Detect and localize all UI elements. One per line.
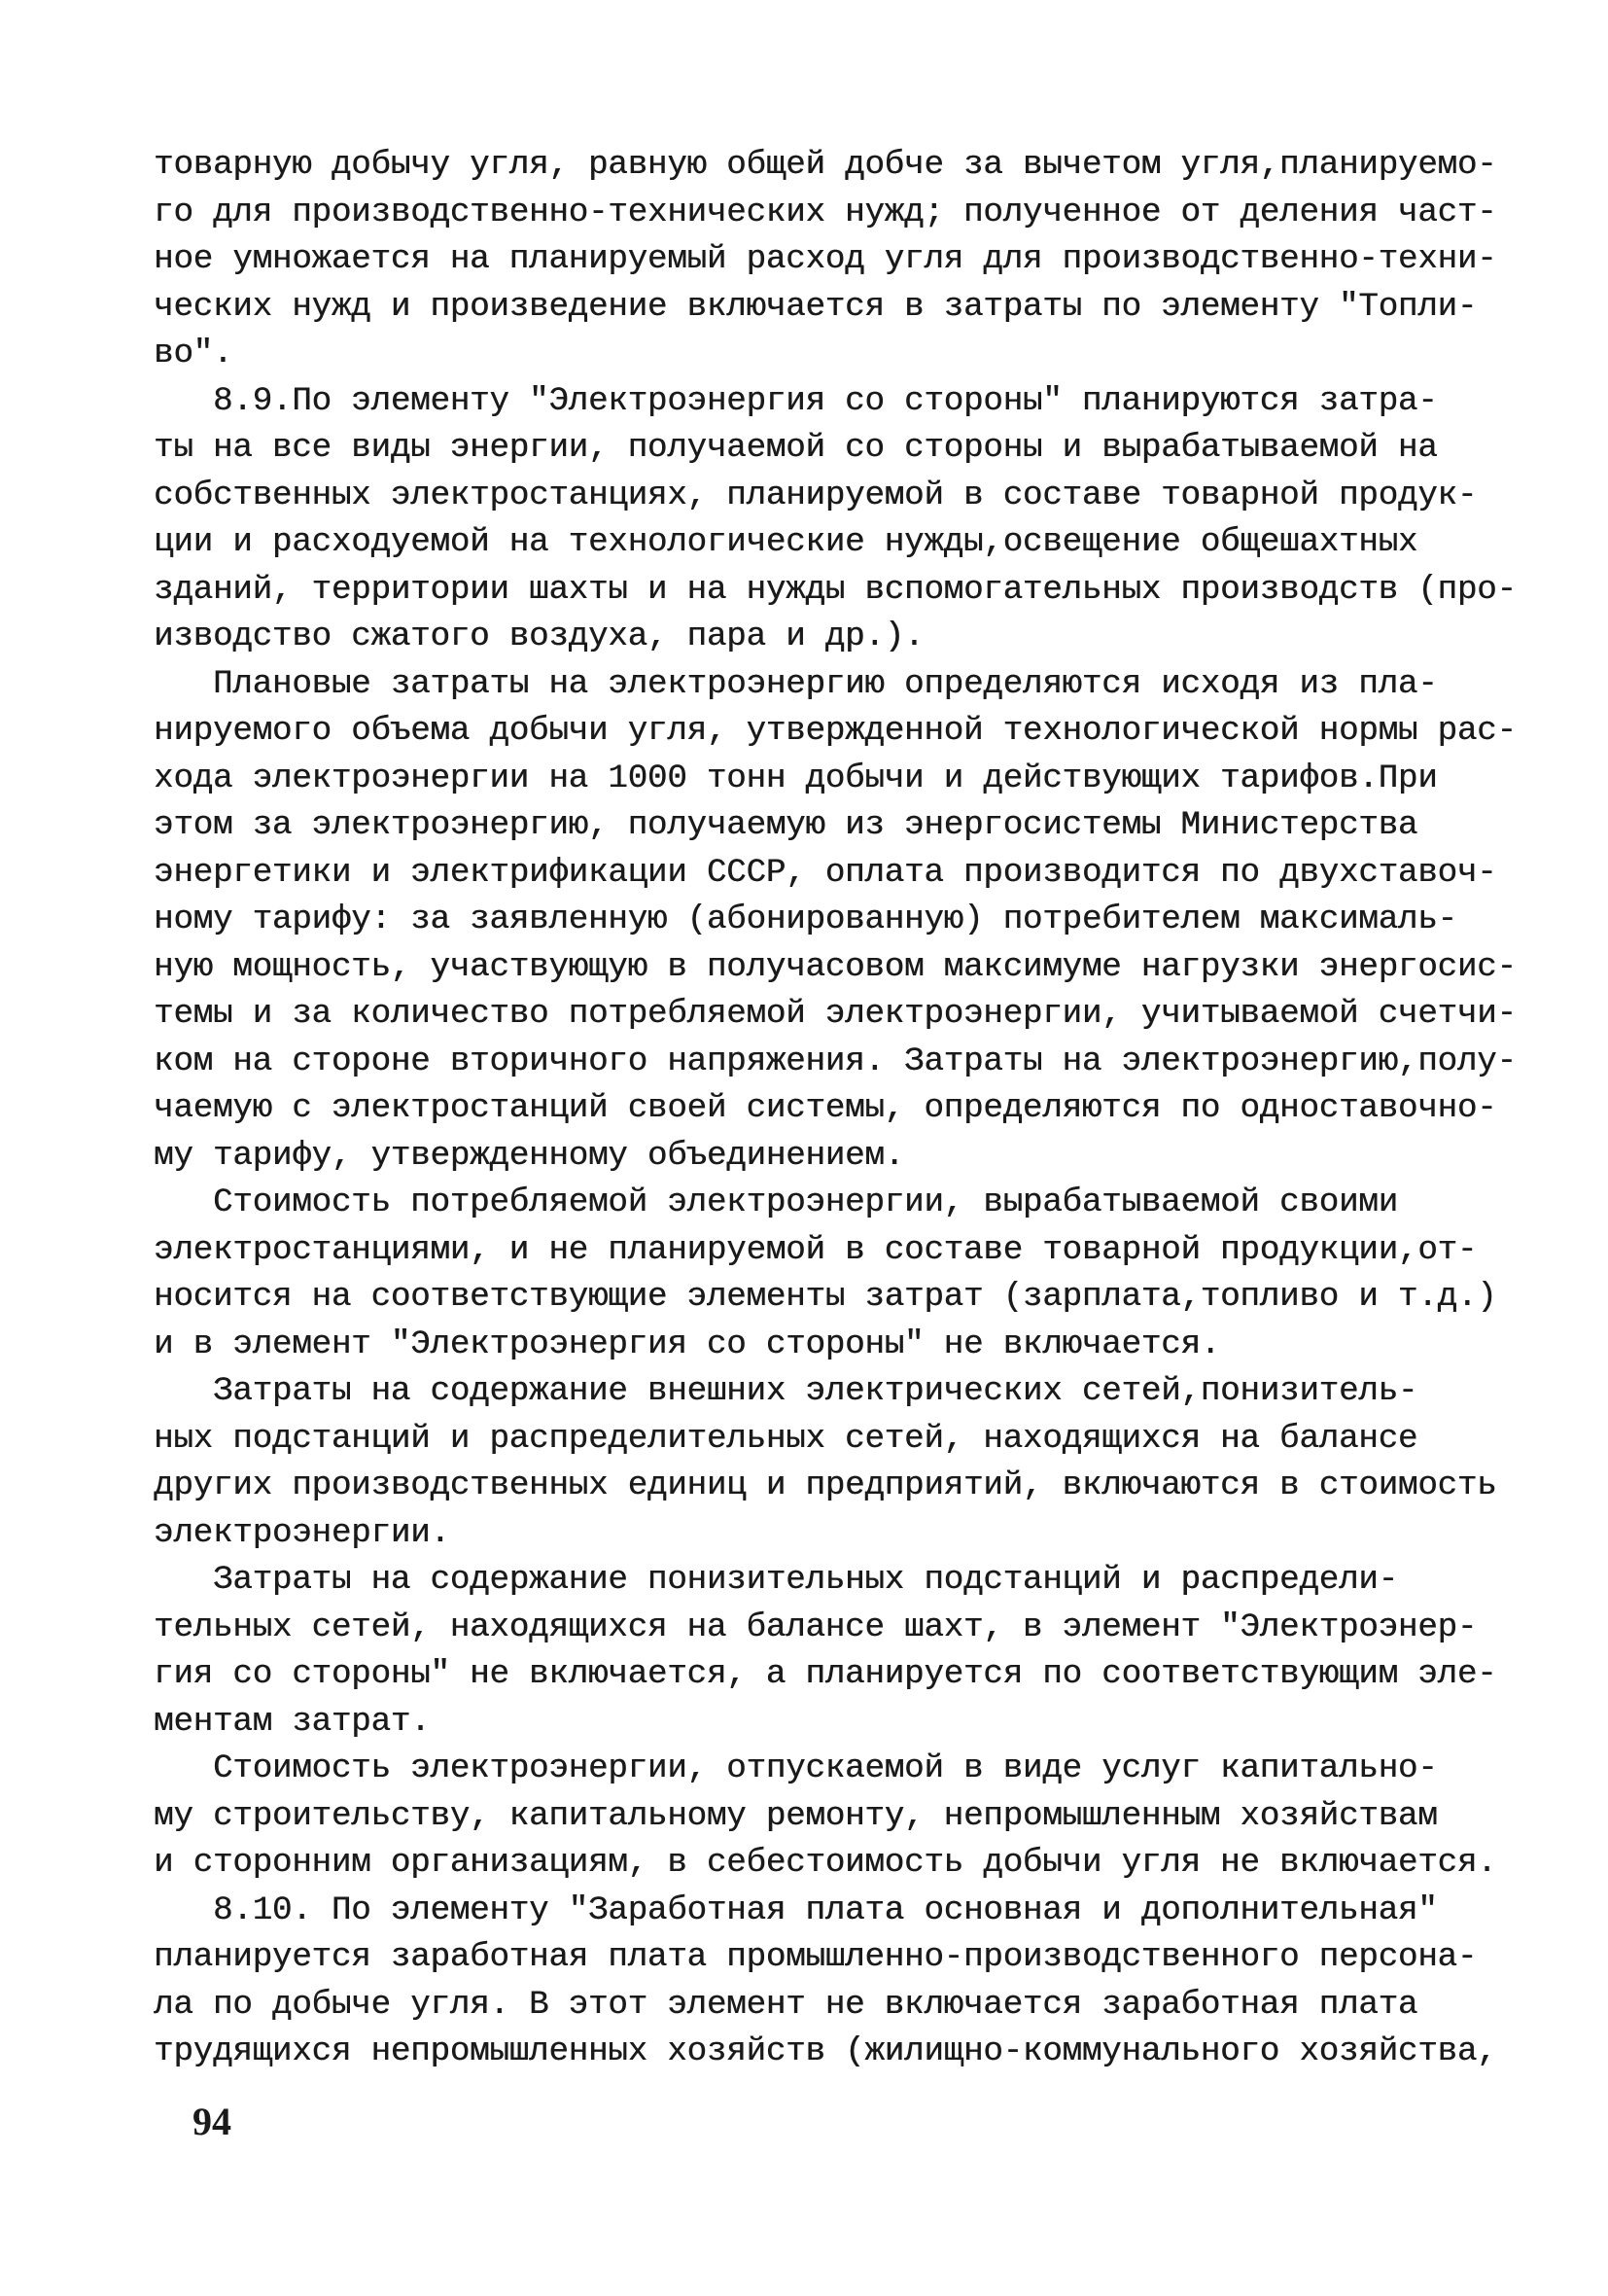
text-line: носится на соответствующие элементы затрат (зарплата,топливо и т.д.)	[154, 1279, 1497, 1316]
text-line: Плановые затраты на электроэнергию определяются исходя из пла-	[154, 665, 1438, 703]
text-line: хода электроэнергии на 1000 тонн добычи и действующих тарифов.При	[154, 759, 1438, 797]
text-line: Затраты на содержание внешних электрических сетей,понизитель-	[154, 1373, 1418, 1410]
text-line: трудящихся непромышленных хозяйств (жилищно-коммунального хозяйства,	[154, 2033, 1497, 2070]
text-line: темы и за количество потребляемой электроэнергии, учитываемой счетчи-	[154, 996, 1517, 1033]
text-line: ное умножается на планируемый расход угля для производственно-техни-	[154, 241, 1497, 278]
text-line: му строительству, капитальному ремонту, непромышленным хозяйствам	[154, 1797, 1438, 1835]
text-line: го для производственно-технических нужд; полученное от деления част-	[154, 194, 1497, 231]
text-line: нируемого объема добычи угля, утвержденной технологической нормы рас-	[154, 713, 1517, 750]
text-line: электроэнергии.	[154, 1514, 450, 1552]
text-line: ты на все виды энергии, получаемой со стороны и вырабатываемой на	[154, 430, 1438, 467]
text-line: ментам затрат.	[154, 1703, 431, 1741]
text-line: ции и расходуемой на технологические нужды,освещение общешахтных	[154, 524, 1418, 561]
text-line: чаемую с электростанций своей системы, определяются по одноставочно-	[154, 1090, 1497, 1127]
text-line: ком на стороне вторичного напряжения. Затраты на электроэнергию,полу-	[154, 1042, 1517, 1080]
text-line: ла по добыче угля. В этот элемент не включается заработная плата	[154, 1986, 1418, 2024]
text-line: и сторонним организациям, в себестоимость добычи угля не включается.	[154, 1845, 1497, 1882]
text-line: товарную добычу угля, равную общей добче за вычетом угля,планируемо-	[154, 147, 1497, 184]
text-line: ческих нужд и произведение включается в затраты по элементу "Топли-	[154, 288, 1478, 326]
text-line: изводство сжатого воздуха, пара и др.).	[154, 618, 925, 655]
text-line: Стоимость электроэнергии, отпускаемой в виде услуг капитально-	[154, 1750, 1438, 1787]
text-line: му тарифу, утвержденному объединением.	[154, 1137, 905, 1175]
text-line: ную мощность, участвующую в получасовом максимуме нагрузки энергосис-	[154, 948, 1517, 986]
text-line: 8.10. По элементу "Заработная плата основная и дополнительная"	[154, 1891, 1438, 1929]
text-line: Стоимость потребляемой электроэнергии, вырабатываемой своими	[154, 1184, 1398, 1221]
text-line: во".	[154, 336, 233, 372]
text-line: Затраты на содержание понизительных подстанций и распредели-	[154, 1562, 1398, 1599]
text-line: энергетики и электрификации СССР, оплата производится по двухставоч-	[154, 854, 1497, 892]
text-line: зданий, территории шахты и на нужды вспомогательных производств (про-	[154, 571, 1517, 609]
text-line: и в элемент "Электроэнергия со стороны" не включается.	[154, 1325, 1221, 1363]
body-text	[154, 142, 1517, 2076]
text-line: ных подстанций и распределительных сетей, находящихся на балансе	[154, 1420, 1418, 1458]
page-number: 94	[192, 2100, 231, 2143]
text-line: тельных сетей, находящихся на балансе шахт, в элемент "Электроэнер-	[154, 1608, 1478, 1646]
text-line: 8.9.По элементу "Электроэнергия со стороны" планируются затра-	[154, 382, 1438, 420]
text-line: этом за электроэнергию, получаемую из энергосистемы Министерства	[154, 807, 1418, 844]
text-line: электростанциями, и не планируемой в составе товарной продукции,от-	[154, 1231, 1478, 1269]
text-line: планируется заработная плата промышленно-производственного персона-	[154, 1939, 1478, 1976]
text-line: гия со стороны" не включается, а планируется по соответствующим эле-	[154, 1656, 1497, 1693]
text-line: других производственных единиц и предприятий, включаются в стоимость	[154, 1467, 1497, 1504]
text-line: ному тарифу: за заявленную (абонированную) потребителем максималь-	[154, 901, 1457, 938]
text-line: собственных электростанциях, планируемой в составе товарной продук-	[154, 477, 1478, 514]
